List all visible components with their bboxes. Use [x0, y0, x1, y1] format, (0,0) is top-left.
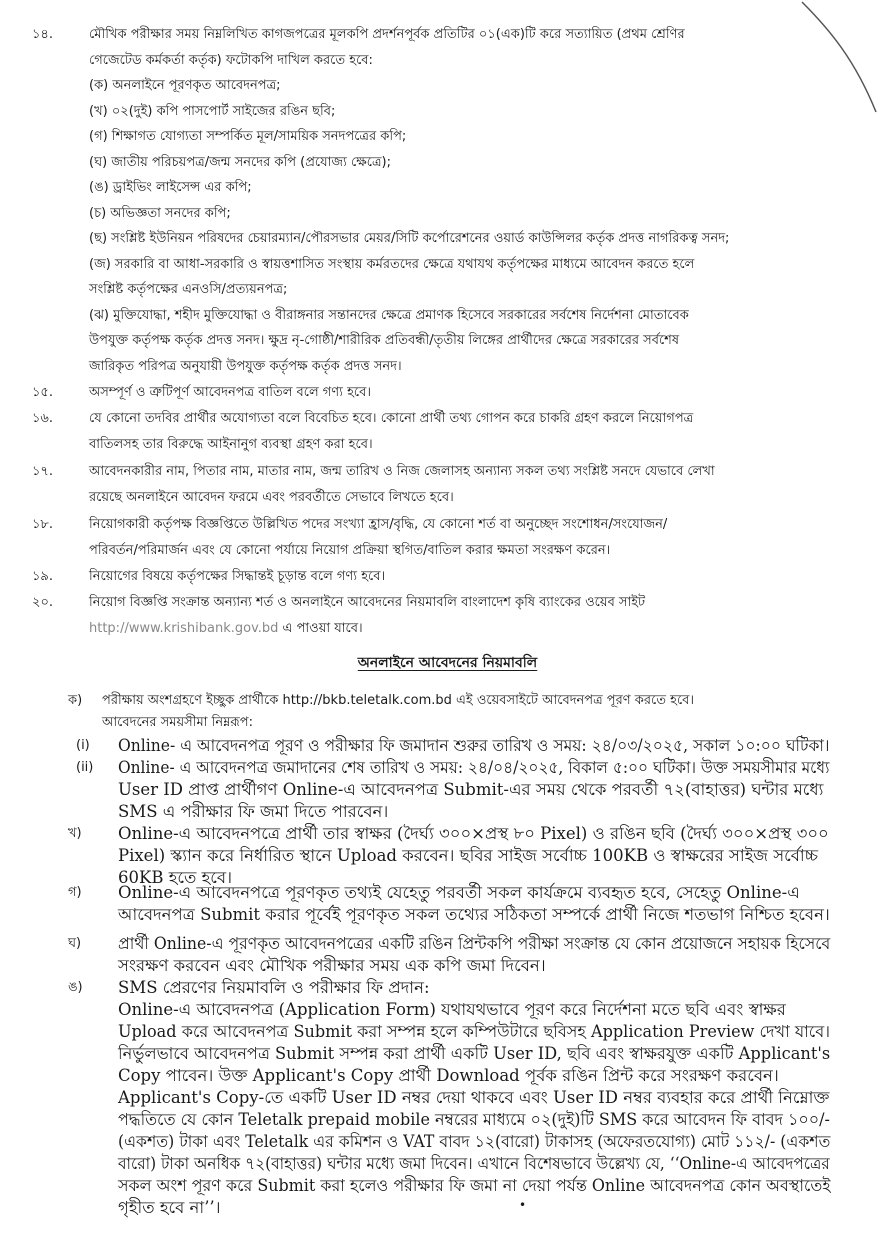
krishibank-website-link[interactable]: http://www.krishibank.gov.bd: [89, 620, 279, 636]
item-line: পরিবর্তন/পরিমার্জন এবং যে কোনো পর্যায়ে নিয়োগ প্রক্রিয়া স্থগিত/বাতিল করার ক্ষমতা সংরক্ষণ করেন।: [89, 542, 611, 558]
rule-line: Online- এ আবেদনপত্র পূরণ ও পরীক্ষার ফি জমাদান শুরুর তারিখ ও সময়: ২৪/০৩/২০২৫, সকাল ১০:০০ ঘটিকা।: [118, 736, 830, 755]
item-line: (চ) অভিজ্ঞতা সনদের কপি;: [89, 205, 231, 221]
rules-heading: [0, 651, 895, 675]
rule-body: [118, 882, 830, 926]
rule-body: [118, 823, 830, 889]
footer-dot: •: [519, 1198, 527, 1212]
item-line: (ছ) সংশ্লিষ্ট ইউনিয়ন পরিষদের চেয়ারম্যান/পৌরসভার মেয়র/সিটি কর্পোরেশনের ওয়ার্ড কাউন্সিলর কর্তৃক প্রদত্ত নাগরিকত্ব সনদ;: [89, 231, 730, 246]
rule-line: Copy পাবেন। উক্ত Applicant's Copy প্রার্থী Download পূর্বক রঙিন প্রিন্ট করে সংরক্ষণ করবেন।: [118, 1066, 779, 1085]
item-line: যে কোনো তদবির প্রার্থীর অযোগ্যতা বলে বিবেচিত হবে। কোনো প্রার্থী তথ্য গোপন করে চাকরি গ্রহণ করলে নিয়োগপত্র: [89, 411, 694, 426]
rule-line: Online-এ আবেদনপত্রে প্রার্থী তার স্বাক্ষর (দৈর্ঘ্য ৩০০×প্রস্থ ৮০ Pixel) ও রঙিন ছবি (দৈর্ঘ্য ৩০০×প্রস্থ ৩০০: [118, 824, 829, 843]
rule-number: ক): [68, 693, 83, 708]
item-number: ২০.: [32, 595, 54, 610]
rule-body: [102, 690, 814, 734]
item-line: (খ) ০২(দুই) কপি পাসপোর্ট সাইজের রঙিন ছবি;: [89, 103, 336, 119]
item-body: [89, 406, 823, 457]
rule-line: Upload করে আবেদনপত্র Submit করা সম্পন্ন হলে কম্পিউটারে ছবিসহ Application Preview দেখা যাবে।: [118, 1022, 830, 1041]
item-line: মৌখিক পরীক্ষার সময় নিম্নলিখিত কাগজপত্রের মূলকপি প্রদর্শনপূর্বক প্রতিটির ০১(এক)টি করে সত্যায়িত (প্রথম শ্রেণির: [89, 27, 685, 42]
item-number: ১৭.: [32, 464, 54, 479]
rule-body: [118, 933, 830, 977]
rule-line: Online- এ আবেদনপত্র জমাদানের শেষ তারিখ ও সময়: ২৪/০৪/২০২৫, বিকাল ৫:০০ ঘটিকা। উক্ত সময়সীমার মধ্যে: [118, 758, 830, 777]
rule-line: User ID প্রাপ্ত প্রার্থীগণ Online-এ আবেদনপত্র Submit-এর সময় থেকে পরবর্তী ৭২(বাহাত্তর) ঘন্টার মধ্যে: [118, 780, 824, 799]
rule-number: ঘ): [68, 936, 82, 951]
item-line: বাতিলসহ তার বিরুদ্ধে আইনানুগ ব্যবস্থা গ্রহণ করা হবে।: [89, 436, 373, 452]
item-line: (জ) সরকারি বা আধা-সরকারি ও স্বায়ত্তশাসিত সংস্থায় কর্মরতদের ক্ষেত্রে যথাযথ কর্তৃপক্ষের মাধ্যমে আবেদন করতে হলে: [89, 256, 695, 272]
rule-line: SMS এ পরীক্ষার ফি জমা দিতে পারবেন।: [118, 802, 389, 821]
item-number: ১৫.: [32, 385, 54, 400]
rule-line: গৃহীত হবে না’’।: [118, 1198, 221, 1217]
rule-line: SMS প্রেরণের নিয়মাবলি ও পরীক্ষার ফি প্রদান:: [118, 978, 430, 997]
item-line: নিয়োগকারী কর্তৃপক্ষ বিজ্ঞপ্তিতে উল্লিখিত পদের সংখ্যা হ্রাস/বৃদ্ধি, যে কোনো শর্ত বা অনুচ্ছেদ সংশোধন/সংযোজন/: [89, 517, 668, 532]
item-line-suffix: এ পাওয়া যাবে।: [278, 620, 363, 636]
rule-line: সকল অংশ পূরণ করে Submit করা হলেও পরীক্ষার ফি জমা না দেয়া পর্যন্ত Online আবেদনপত্র কোন অবস্থাতেই: [118, 1176, 831, 1195]
rule-line: নির্ভুলভাবে আবেদনপত্র Submit সম্পন্ন করা প্রার্থী একটি User ID, ছবি এবং স্বাক্ষরযুক্ত একটি Applicant's: [118, 1044, 831, 1063]
item-line: নিয়োগের বিষয়ে কর্তৃপক্ষের সিদ্ধান্তই চূড়ান্ত বলে গণ্য হবে।: [89, 569, 386, 584]
rule-line: বারো) টাকা অনধিক ৭২(বাহাত্তর) ঘন্টার মধ্যে জমা দিবেন। এখানে বিশেষভাবে উল্লেখ্য যে, ‘‘Online-এ আবেদপত্রের: [118, 1154, 830, 1173]
item-body: [89, 564, 823, 590]
rule-line: Online-এ আবেদনপত্রে পূরণকৃত তথ্যই যেহেতু পরবর্তী সকল কার্যক্রমে ব্যবহৃত হবে, সেহেতু Online-এ: [118, 883, 800, 902]
rule-line: Pixel) স্ক্যান করে নির্ধারিত স্থানে Upload করবেন। ছবির সাইজ সর্বোচ্চ 100KB ও স্বাক্ষরের সাইজ সর্বোচ্চ: [118, 846, 818, 865]
item-number: ১৯.: [32, 569, 54, 584]
item-body: [89, 590, 823, 641]
item-body: [89, 459, 823, 510]
rules-heading-text: অনলাইনে আবেদনের নিয়মাবলি: [357, 655, 538, 671]
item-line: (ক) অনলাইনে পূরণকৃত আবেদনপত্র;: [89, 78, 281, 93]
rule-line: পদ্ধতিতে যে কোন Teletalk prepaid mobile নম্বরের মাধ্যমে ০২(দুই)টি SMS করে আবেদন ফি বাবদ ১০০/-: [118, 1110, 830, 1129]
item-body: [89, 512, 823, 563]
item-line: গেজেটেড কর্মকর্তা কর্তৃক) ফটোকপি দাখিল করতে হবে:: [89, 52, 373, 68]
item-line: নিয়োগ বিজ্ঞপ্তি সংক্রান্ত অন্যান্য শর্ত ও অনলাইনে আবেদনের নিয়মাবলি বাংলাদেশ কৃষি ব্যাংকের ওয়েব সাইট: [89, 595, 646, 610]
item-line: উপযুক্ত কর্তৃপক্ষ কর্তৃক প্রদত্ত সনদ। ক্ষুদ্র নৃ-গোষ্ঠী/শারীরিক প্রতিবন্ধী/তৃতীয় লিঙ্গের প্রার্থীদের ক্ষেত্রে সরকারের সর্বশেষ: [89, 333, 680, 348]
item-line: রয়েছে অনলাইনে আবেদন ফরমে এবং পরবর্তীতে সেভাবে লিখতে হবে।: [89, 489, 454, 505]
item-body: [89, 22, 823, 379]
item-line: (ঝ) মুক্তিযোদ্ধা, শহীদ মুক্তিযোদ্ধা ও বীরাঙ্গনার সন্তানদের ক্ষেত্রে প্রমাণক হিসেবে সরকারের সর্বশেষ নির্দেশনা মোতাবেক: [89, 307, 689, 323]
item-line: জারিকৃত পরিপত্র অনুযায়ী উপযুক্ত কর্তৃপক্ষ কর্তৃক প্রদত্ত সনদ।: [89, 358, 402, 374]
rule-line: আবেদনপত্র Submit করার পূর্বেই পূরণকৃত সকল তথ্যের সঠিকতা সম্পর্কে প্রার্থী নিজে শতভাগ নিশ্চিত হবেন।: [118, 905, 830, 924]
rule-line: Online-এ আবেদনপত্র (Application Form) যথাযথভাবে পূরণ করে নির্দেশনা মতে ছবি এবং স্বাক্ষর: [118, 1000, 786, 1019]
rule-line: আবেদনের সময়সীমা নিম্নরূপ:: [102, 715, 253, 730]
item-line: (ঙ) ড্রাইভিং লাইসেন্স এর কপি;: [89, 180, 252, 195]
rule-number: ঙ): [68, 980, 83, 995]
rule-number: (ii): [76, 760, 94, 775]
item-line: অসম্পূর্ণ ও ত্রুটিপূর্ণ আবেদনপত্র বাতিল বলে গণ্য হবে।: [89, 385, 372, 400]
rule-body: [118, 977, 830, 1219]
item-number: ১৬.: [32, 411, 54, 426]
rule-line: (একশত) টাকা এবং Teletalk এর কমিশন ও VAT বাবদ ১২(বারো) টাকাসহ (অফেরতযোগ্য) মোট ১১২/- (একশত: [118, 1132, 831, 1151]
rule-number: খ): [68, 826, 82, 841]
item-line: সংশ্লিষ্ট কর্তৃপক্ষের এনওসি/প্রত্যয়নপত্র;: [89, 282, 288, 297]
rule-line: সংরক্ষণ করবেন এবং মৌখিক পরীক্ষার সময় এক কপি জমা দিবেন।: [118, 956, 546, 975]
item-line: [89, 616, 823, 642]
item-line: (ঘ) জাতীয় পরিচয়পত্র/জন্ম সনদের কপি (প্রযোজ্য ক্ষেত্রে);: [89, 154, 391, 170]
item-body: [89, 380, 823, 406]
item-number: ১৮.: [32, 517, 54, 532]
rule-line: পরীক্ষায় অংশগ্রহণে ইচ্ছুক প্রার্থীকে http://bkb.teletalk.com.bd এই ওয়েবসাইটে আবেদনপত্র পূরণ করতে হবে।: [102, 693, 695, 708]
rule-number: গ): [68, 885, 82, 900]
rule-line: প্রার্থী Online-এ পূরণকৃত আবেদনপত্রের একটি রঙিন প্রিন্টকপি পরীক্ষা সংক্রান্ত যে কোন প্রয়োজনে সহায়ক হিসেবে: [118, 934, 831, 953]
rule-line: 60KB হতে হবে।: [118, 868, 232, 887]
rule-body: [118, 757, 830, 823]
rule-body: [118, 735, 830, 757]
item-line: (গ) শিক্ষাগত যোগ্যতা সম্পর্কিত মূল/সাময়িক সনদপত্রের কপি;: [89, 129, 407, 144]
rule-number: (i): [76, 738, 90, 753]
rule-line: Applicant's Copy-তে একটি User ID নম্বর দেয়া থাকবে এবং User ID নম্বর ব্যবহার করে প্রার্থী নিম্নোক্ত: [118, 1088, 830, 1107]
item-line: আবেদনকারীর নাম, পিতার নাম, মাতার নাম, জন্ম তারিখ ও নিজ জেলাসহ অন্যান্য সকল তথ্য সংশ্লিষ্ট সনদে যেভাবে লেখা: [89, 464, 715, 479]
item-number: ১৪.: [32, 27, 54, 42]
